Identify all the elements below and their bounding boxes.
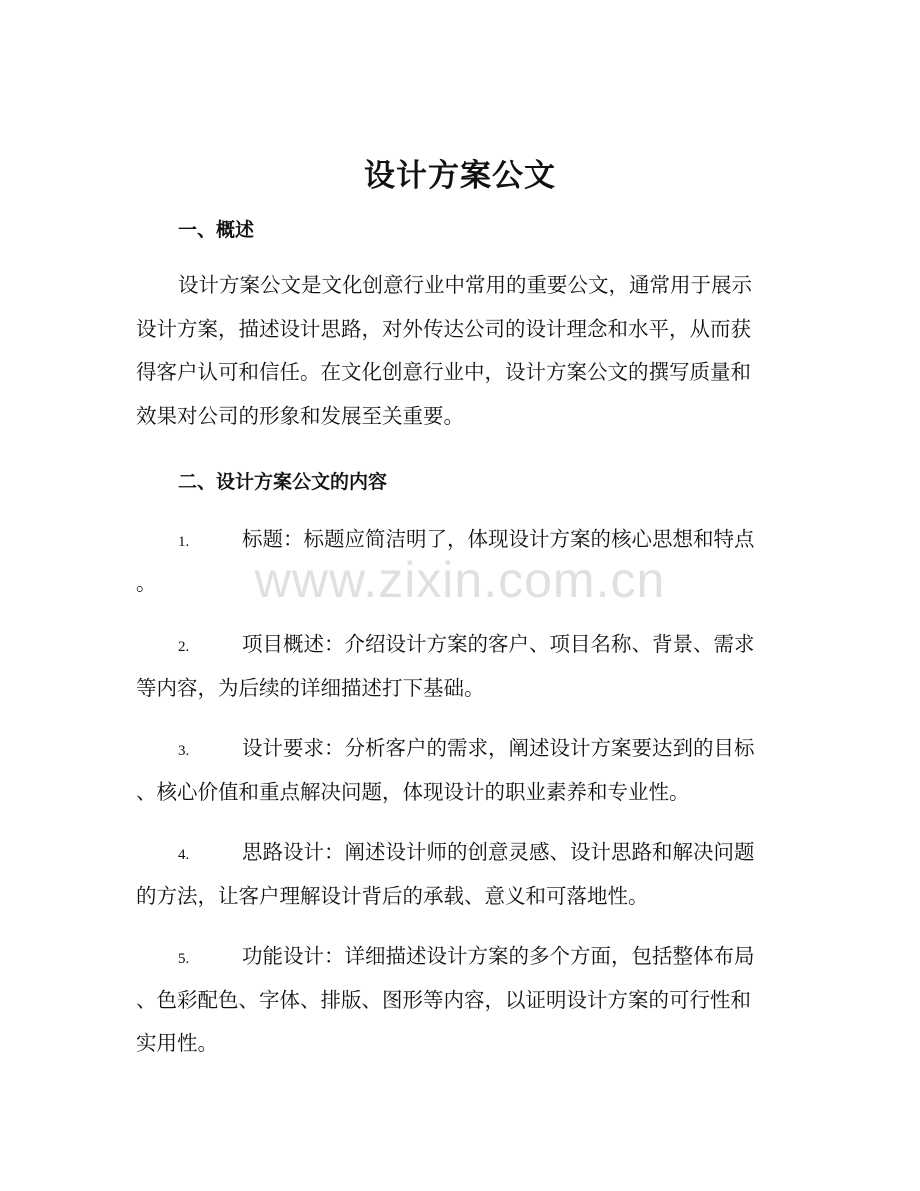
list-item-text: 标题：标题应简洁明了，体现设计方案的核心思想和特点 (242, 527, 755, 551)
list-item-continuation: 、色彩配色、字体、排版、图形等内容，以证明设计方案的可行性和 (136, 987, 751, 1012)
list-item-continuation: 的方法，让客户理解设计背后的承载、意义和可落地性。 (136, 883, 649, 908)
document-title: 设计方案公文 (364, 158, 556, 194)
list-item-continuation: 、核心价值和重点解决问题，体现设计的职业素养和专业性。 (136, 779, 690, 804)
paragraph-line: 效果对公司的形象和发展至关重要。 (136, 403, 464, 428)
list-item-number: 5. (178, 951, 190, 967)
list-item-text: 项目概述：介绍设计方案的客户、项目名称、背景、需求 (242, 632, 755, 656)
section-heading-content: 二、设计方案公文的内容 (178, 471, 388, 493)
list-item-continuation: 实用性。 (136, 1031, 218, 1055)
list-item-continuation: 等内容，为后续的详细描述打下基础。 (136, 675, 485, 700)
list-item-number: 1. (178, 534, 190, 550)
paragraph-line: 得客户认可和信任。在文化创意行业中，设计方案公文的撰写质量和 (136, 360, 751, 384)
list-item (136, 727, 770, 814)
overview-paragraph (136, 264, 770, 438)
list-item-number: 2. (178, 639, 190, 655)
list-item-number: 4. (178, 847, 190, 863)
list-item-continuation: 。 (136, 570, 157, 595)
list-item (136, 831, 770, 918)
list-item-number: 3. (178, 743, 190, 759)
list-item-text: 思路设计：阐述设计师的创意灵感、设计思路和解决问题 (242, 840, 755, 864)
list-item-text: 功能设计：详细描述设计方案的多个方面，包括整体布局 (242, 944, 755, 968)
paragraph-line: 设计方案公文是文化创意行业中常用的重要公文，通常用于展示 (178, 273, 752, 297)
list-item (136, 518, 770, 605)
paragraph-line: 设计方案，描述设计思路，对外传达公司的设计理念和水平，从而获 (136, 316, 751, 341)
watermark: www.zixin.com.cn (254, 552, 666, 608)
list-item (136, 623, 770, 710)
section-heading-overview: 一、概述 (178, 219, 255, 241)
list-item (136, 935, 770, 1066)
list-item-text: 设计要求：分析客户的需求，阐述设计方案要达到的目标 (242, 736, 755, 760)
